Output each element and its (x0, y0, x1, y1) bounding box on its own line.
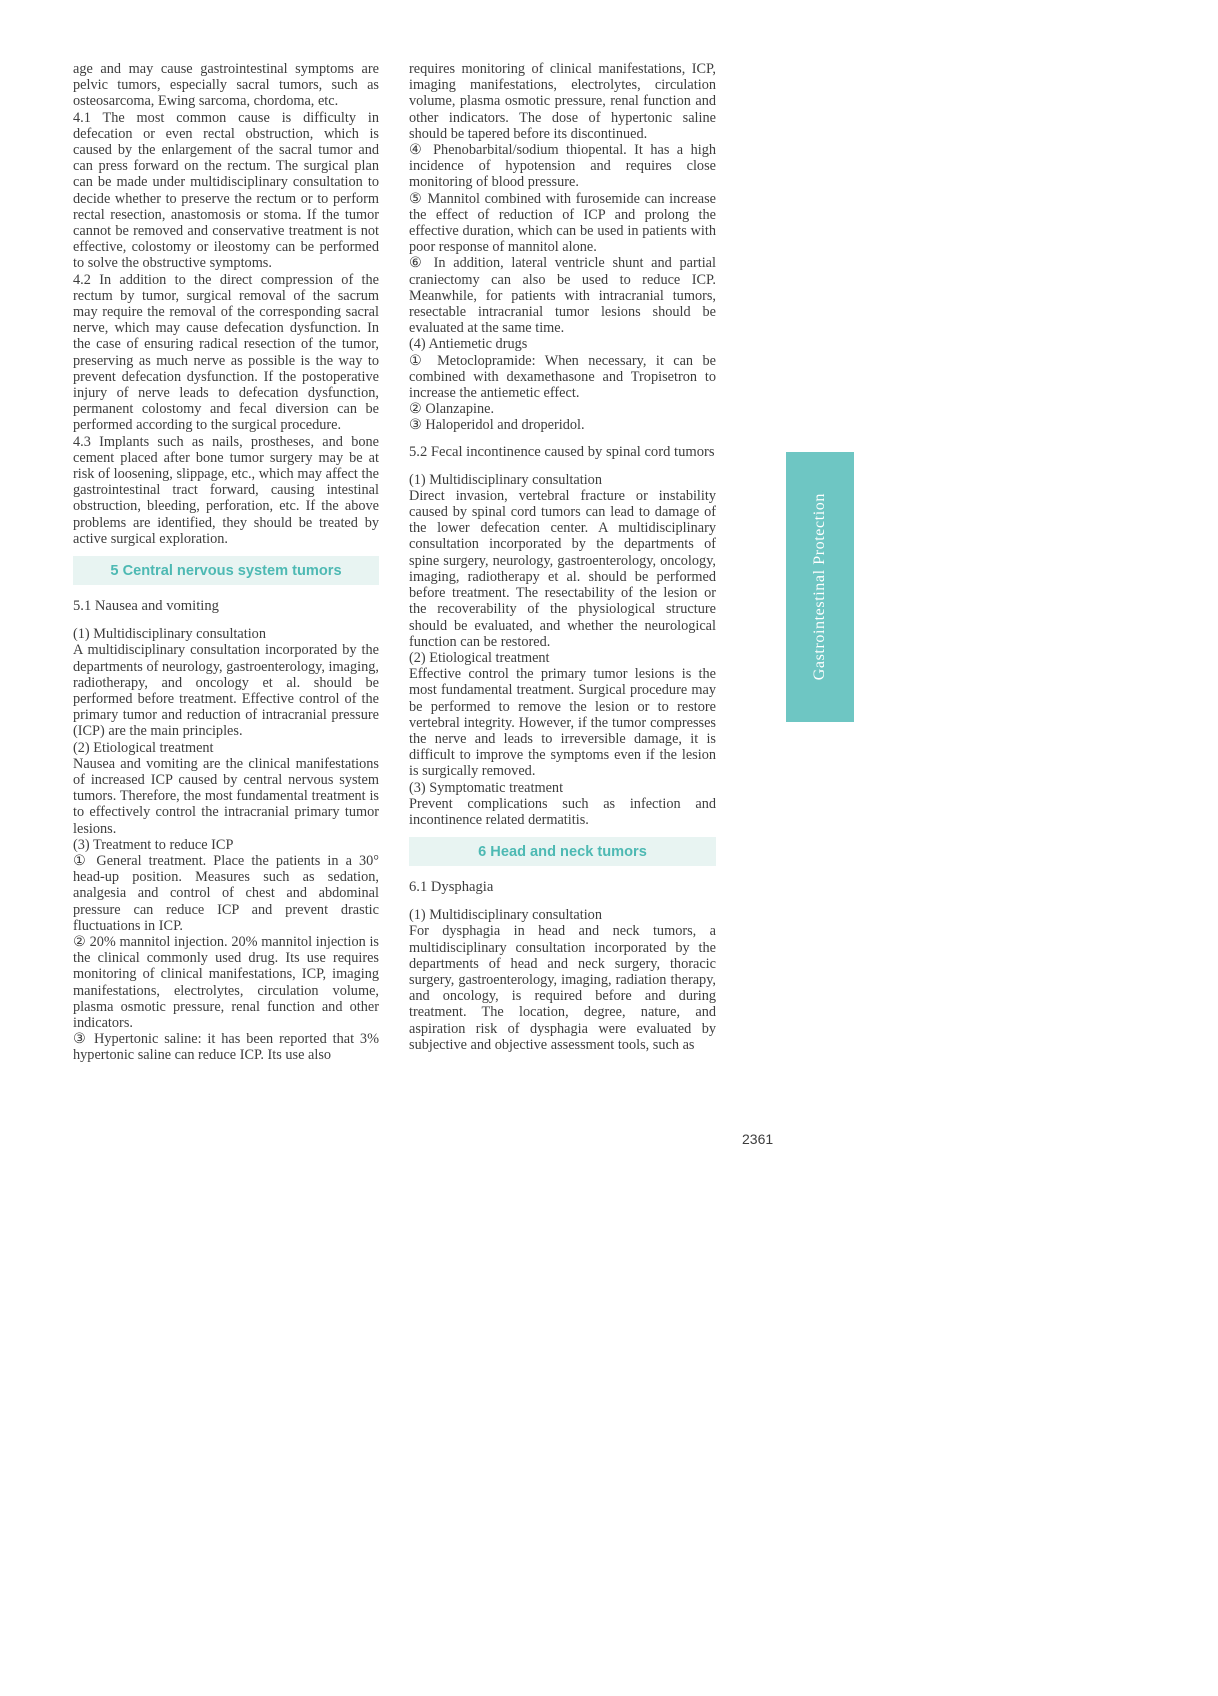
paragraph: ⑥ In addition, lateral ventricle shunt and partial craniectomy can also be used to reduce ICP. Meanwhile, for patients with intracranial tumors, resectable intracranial tumor lesions should be evaluated at the same time. (409, 255, 716, 337)
paragraph: For dysphagia in head and neck tumors, a multidisciplinary consultation incorporated by the departments of head and neck surgery, thoracic surgery, gastroenterology, imaging, radiation therapy, and oncology, is required before and during treatment. The location, degree, nature, and aspiration risk of dysphagia were evaluated by subjective and objective assessment tools, such as (409, 923, 716, 1053)
paragraph: requires monitoring of clinical manifestations, ICP, imaging manifestations, electrolytes, circulation volume, plasma osmotic pressure, renal function and other indicators. The dose of hypertonic saline should be tapered before its discontinued. (409, 61, 716, 142)
paragraph: ⑤ Mannitol combined with furosemide can increase the effect of reduction of ICP and prolong the effective duration, which can be used in patients with poor response of mannitol alone. (409, 190, 716, 256)
paragraph: ① Metoclopramide: When necessary, it can be combined with dexamethasone and Tropisetron to increase the antiemetic effect. (409, 352, 716, 402)
paragraph: (2) Etiological treatment (73, 739, 214, 756)
subsection-heading: 5.2 Fecal incontinence caused by spinal cord tumors (409, 443, 715, 460)
paragraph: A multidisciplinary consultation incorporated by the departments of neurology, gastroenterology, imaging, radiotherapy, and oncology et al. should be performed before treatment. Effective control of the primary tumor and reduction of intracranial pressure (ICP) are the main principles. (73, 642, 379, 740)
paragraph: ① General treatment. Place the patients in a 30° head-up position. Measures such as sedation, analgesia and control of chest and abdominal pressure can reduce ICP and prevent drastic fluctuations in ICP. (73, 852, 379, 934)
subsection-heading: 6.1 Dysphagia (409, 879, 494, 896)
paragraph: ② 20% mannitol injection. 20% mannitol injection is the clinical commonly used drug. Its use requires monitoring of clinical manifestations, ICP, imaging manifestations, electrolytes, circulation volume, plasma osmotic pressure, renal function and other indicators. (73, 933, 379, 1031)
paragraph: ④ Phenobarbital/sodium thiopental. It has a high incidence of hypotension and requires close monitoring of blood pressure. (409, 142, 716, 191)
chapter-edge-tab-label: Gastrointestinal Protection (811, 493, 828, 681)
paragraph: age and may cause gastrointestinal symptoms are pelvic tumors, especially sacral tumors, such as osteosarcoma, Ewing sarcoma, chordoma, etc. (73, 61, 379, 110)
paragraph: (3) Treatment to reduce ICP (73, 836, 234, 853)
right-text-column (409, 61, 716, 1053)
paragraph: 4.2 In addition to the direct compression of the rectum by tumor, surgical removal of the sacrum may require the removal of the corresponding sacral nerve, which may cause defecation dysfunction. In the case of ensuring radical resection of the tumor, preserving as much nerve as possible is the way to prevent defecation dysfunction. If the postoperative injury of nerve leads to defecation dysfunction, permanent colostomy and fecal diversion can be performed according to the surgical procedure. (73, 271, 379, 434)
chapter-edge-tab (786, 452, 854, 722)
paragraph: Nausea and vomiting are the clinical manifestations of increased ICP caused by central nervous system tumors. Therefore, the most fundamental treatment is to effectively control the intracranial primary tumor lesions. (73, 755, 379, 837)
paragraph: (4) Antiemetic drugs (409, 336, 528, 353)
paragraph: (1) Multidisciplinary consultation (409, 907, 602, 924)
paragraph: 4.1 The most common cause is difficulty in defecation or even rectal obstruction, which is caused by the enlargement of the sacral tumor and can press forward on the rectum. The surgical plan can be made under multidisciplinary consultation to decide whether to preserve the rectum or to perform rectal resection, anastomosis or stoma. If the tumor cannot be removed and conservative treatment is not effective, colostomy or ileostomy can be performed to solve the obstructive symptoms. (73, 109, 379, 272)
paragraph: Direct invasion, vertebral fracture or instability caused by spinal cord tumors can lead to damage of the lower defecation center. A multidisciplinary consultation incorporated by the departments of spine surgery, neurology, gastroenterology, oncology, imaging, radiotherapy et al. should be performed before treatment. The resectability of the lesion or the recoverability of the physiological structure should be evaluated, and whether the neurological function can be restored. (409, 487, 716, 650)
paragraph: (1) Multidisciplinary consultation (409, 471, 602, 488)
left-text-column (73, 61, 379, 1064)
page-number: 2361 (742, 1131, 774, 1147)
paragraph: (2) Etiological treatment (409, 649, 550, 666)
paragraph: Effective control the primary tumor lesions is the most fundamental treatment. Surgical procedure may be performed to remove the lesion or to restore vertebral integrity. However, if the tumor compresses the nerve and leads to irreversible damage, it is difficult to improve the symptoms even if the lesion is surgically removed. (409, 666, 716, 780)
paragraph: (1) Multidisciplinary consultation (73, 626, 266, 643)
subsection-heading: 5.1 Nausea and vomiting (73, 598, 219, 615)
paragraph: Prevent complications such as infection and incontinence related dermatitis. (409, 795, 716, 828)
section-heading-band: 6 Head and neck tumors (409, 837, 716, 866)
paragraph: 4.3 Implants such as nails, prostheses, and bone cement placed after bone tumor surgery may be at risk of loosening, slippage, etc., which may affect the gastrointestinal tract forward, causing intestinal obstruction, bleeding, perforation, etc. If the above problems are identified, they should be treated by active surgical exploration. (73, 433, 379, 547)
paragraph: ③ Haloperidol and droperidol. (409, 417, 585, 434)
paragraph: ③ Hypertonic saline: it has been reported that 3% hypertonic saline can reduce ICP. Its use also (73, 1031, 379, 1064)
paragraph: (3) Symptomatic treatment (409, 779, 564, 796)
section-heading-band: 5 Central nervous system tumors (73, 556, 379, 585)
paragraph: ② Olanzapine. (409, 401, 495, 418)
